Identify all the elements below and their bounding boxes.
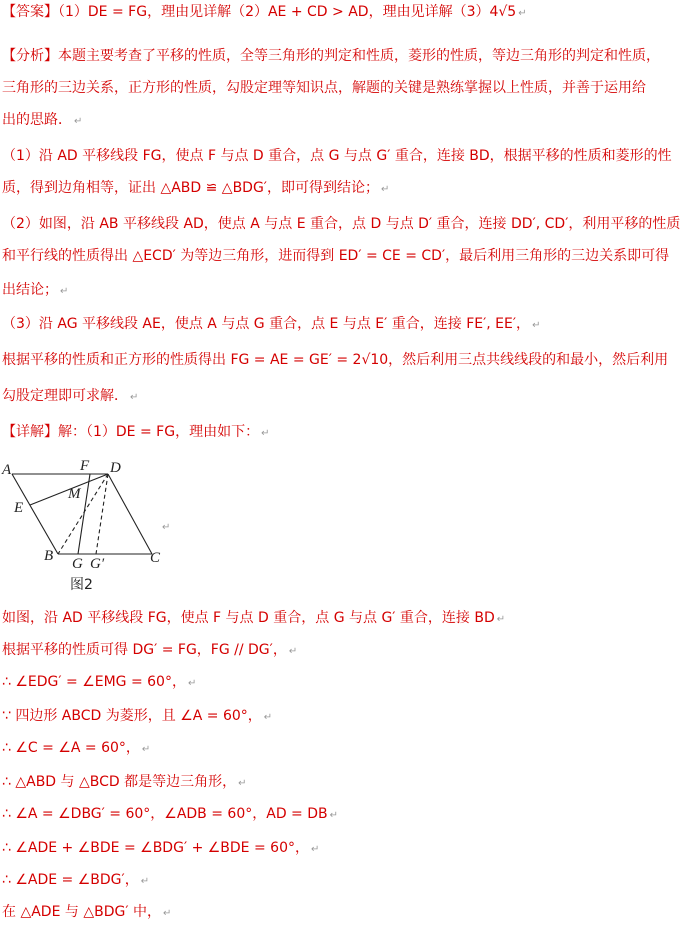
side-dc (108, 474, 152, 554)
analysis-part3-line-2: 根据平移的性质和正方形的性质得出 FG = AE = GE′ = 2√10，然后利用三点共线线段的和最小，然后利用 (2, 352, 669, 368)
detail-line-2: 根据平移的性质可得 DG′ = FG，FG // DG′， ↵ (2, 642, 298, 658)
detail-line-10: 在 △ADE 与 △BDG′ 中， ↵ (2, 904, 172, 920)
point-g-prime-label: G′ (90, 556, 105, 572)
figure-return-mark: ↵ (162, 522, 171, 533)
point-g-label: G (72, 556, 83, 572)
point-d-label: D (110, 460, 121, 476)
analysis-part2-line-1: （2）如图，沿 AB 平移线段 AD，使点 A 与点 E 重合，点 D 与点 D′ 重合，连接 DD′, CD′，利用平移的性质 (2, 216, 681, 232)
answer-line: 【答案】（1）DE = FG，理由见详解（2）AE + CD > AD，理由见详解（3）4√5 ↵ (2, 4, 527, 20)
analysis-part2-line-3: 出结论； ↵ (2, 282, 69, 298)
detail-line-8: ∴ ∠ADE + ∠BDE = ∠BDG′ + ∠BDE = 60°， ↵ (2, 840, 320, 856)
analysis-part3-line-1: （3）沿 AG 平移线段 AE，使点 A 与点 G 重合，点 E 与点 E′ 重合，连接 FE′, EE′， ↵ (2, 316, 541, 332)
detail-line-4: ∵ 四边形 ABCD 为菱形，且 ∠A = 60°， ↵ (2, 708, 273, 724)
detail-line-3: ∴ ∠EDG′ = ∠EMG = 60°， ↵ (2, 674, 197, 690)
point-e-label: E (14, 500, 24, 516)
point-c-label: C (150, 550, 161, 566)
detail-line-6: ∴ △ABD 与 △BCD 都是等边三角形， ↵ (2, 774, 247, 790)
detail-line-7: ∴ ∠A = ∠DBG′ = 60°，∠ADB = 60°，AD = DB ↵ (2, 806, 338, 822)
segment-bd (58, 474, 108, 554)
detail-heading: 【详解】解：（1）DE = FG，理由如下： ↵ (2, 424, 270, 440)
analysis-part3-line-3: 勾股定理即可求解． ↵ (2, 388, 139, 404)
analysis-line-1: 【分析】本题主要考查了平移的性质，全等三角形的判定和性质，菱形的性质，等边三角形的判定和性质， (2, 48, 660, 64)
segment-dg-prime (96, 474, 108, 554)
detail-line-9: ∴ ∠ADE = ∠BDG′， ↵ (2, 872, 150, 888)
analysis-part1-line-1: （1）沿 AD 平移线段 FG，使点 F 与点 D 重合，点 G 与点 G′ 重合，连接 BD，根据平移的性质和菱形的性 (2, 148, 672, 164)
point-a-label: A (2, 462, 12, 478)
analysis-line-2: 三角形的三边关系，正方形的性质，勾股定理等知识点，解题的关键是熟练掌握以上性质，并善于运用给 (2, 80, 646, 96)
point-b-label: B (44, 548, 54, 564)
analysis-part2-line-2: 和平行线的性质得出 △ECD′ 为等边三角形，进而得到 ED′ = CE = CD′，最后利用三角形的三边关系即可得 (2, 248, 670, 264)
detail-line-5: ∴ ∠C = ∠A = 60°， ↵ (2, 740, 151, 756)
detail-line-1: 如图，沿 AD 平移线段 FG，使点 F 与点 D 重合，点 G 与点 G′ 重合，连接 BD ↵ (2, 610, 506, 626)
analysis-line-3: 出的思路． ↵ (2, 112, 83, 128)
geometry-figure (0, 456, 190, 596)
figure-caption: 图2 (70, 577, 93, 593)
point-f-label: F (80, 458, 90, 474)
point-m-label: M (68, 486, 81, 502)
analysis-part1-line-2: 质，得到边角相等，证出 △ABD ≌ △BDG′，即可得到结论； ↵ (2, 180, 390, 196)
